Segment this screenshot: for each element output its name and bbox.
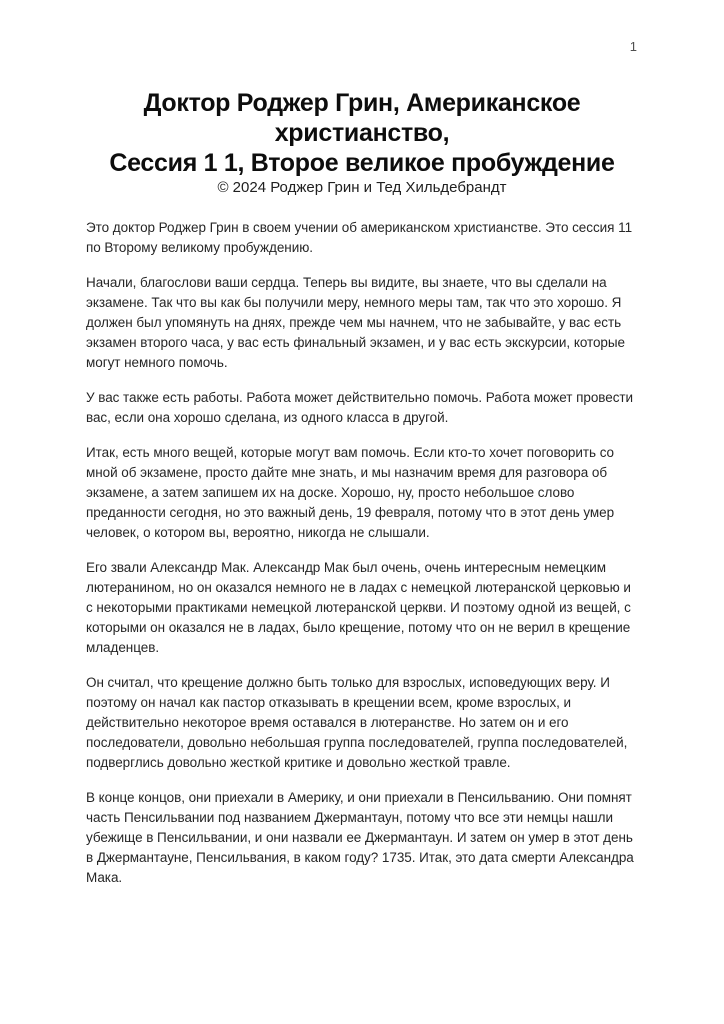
copyright-line: © 2024 Роджер Грин и Тед Хильдебрандт	[217, 179, 507, 196]
title-line-3: Сессия 1 1, Второе великое пробуждение	[109, 149, 615, 177]
paragraph-1: Это доктор Роджер Грин в своем учении об американском христианстве. Это сессия 11 по Второму великому пробуждению.	[86, 220, 633, 255]
paragraph-4: Итак, есть много вещей, которые могут вам помочь. Если кто-то хочет поговорить со мной об экзамене, просто дайте мне знать, и мы назначим время для разговора об экзамене, а затем запишем их на доске. Хорошо, ну, просто небольшое слово преданности сегодня, но это важный день, 19 февраля, потому что в этот день умер человек, о котором вы, вероятно, никогда не слышали.	[86, 445, 615, 540]
paragraph-7: В конце концов, они приехали в Америку, и они приехали в Пенсильванию. Они помнят часть Пенсильвании под названием Джермантаун, потому что все эти немцы нашли убежище в Пенсильвании, и они назвали ее Джермантаун. И затем он умер в этот день в Джермантауне, Пенсильвания, в каком году? 1735. Итак, это дата смерти Александра Мака.	[86, 790, 634, 885]
paragraph-6: Он считал, что крещение должно быть только для взрослых, исповедующих веру. И поэтому он начал как пастор отказывать в крещении всем, кроме взрослых, и действительно некоторое время оставался в лютеранстве. Но затем он и его последователи, довольно небольшая группа последователей, группа последователей, подверглись довольно жесткой критике и довольно жесткой травле.	[86, 675, 628, 770]
page-number: 1	[629, 39, 637, 54]
title-line-1: Доктор Роджер Грин, Американское	[143, 89, 581, 117]
document-body	[86, 218, 640, 903]
document-header	[86, 88, 638, 198]
paragraph-2: Начали, благослови ваши сердца. Теперь вы видите, вы знаете, что вы сделали на экзамене. Так что вы как бы получили меру, немного меры там, так что это хорошо. Я должен был упомянуть на днях, прежде чем мы начнем, что не забывайте, у вас есть экзамен второго часа, у вас есть финальный экзамен, и у вас есть экскурсии, которые могут немного помочь.	[86, 275, 625, 370]
paragraph-5: Его звали Александр Мак. Александр Мак был очень, очень интересным немецким лютеранином, но он оказался немного не в ладах с немецкой лютеранской церковью и с некоторыми практиками немецкой лютеранской церкви. И поэтому одной из вещей, с которыми он оказался не в ладах, было крещение, потому что он не верил в крещение младенцев.	[86, 560, 631, 655]
title-line-2: христианство,	[274, 119, 450, 147]
document-title	[86, 88, 638, 178]
paragraph-3: У вас также есть работы. Работа может действительно помочь. Работа может провести вас, если она хорошо сделана, из одного класса в другой.	[86, 390, 634, 425]
